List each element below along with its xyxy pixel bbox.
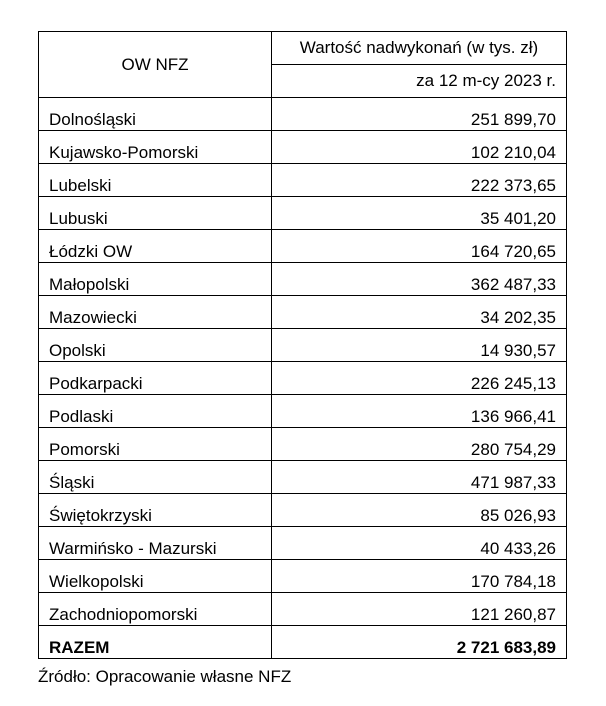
- region-name: Małopolski: [39, 263, 272, 296]
- table-row: [39, 593, 567, 626]
- overperformance-value: 35 401,20: [272, 197, 567, 230]
- overperformance-value: 14 930,57: [272, 329, 567, 362]
- overperformance-value: 85 026,93: [272, 494, 567, 527]
- overperformance-table: [38, 31, 567, 659]
- header-row: [39, 32, 567, 65]
- region-name: Lubuski: [39, 197, 272, 230]
- table-row: [39, 197, 567, 230]
- region-name: Opolski: [39, 329, 272, 362]
- overperformance-value: 102 210,04: [272, 131, 567, 164]
- table-row: [39, 494, 567, 527]
- overperformance-value: 121 260,87: [272, 593, 567, 626]
- region-name: Zachodniopomorski: [39, 593, 272, 626]
- region-name: Warmińsko - Mazurski: [39, 527, 272, 560]
- overperformance-value: 471 987,33: [272, 461, 567, 494]
- overperformance-value: 280 754,29: [272, 428, 567, 461]
- overperformance-value: 40 433,26: [272, 527, 567, 560]
- table-row: [39, 362, 567, 395]
- total-row: [39, 626, 567, 659]
- region-name: Podkarpacki: [39, 362, 272, 395]
- overperformance-value: 34 202,35: [272, 296, 567, 329]
- value-column-header: Wartość nadwykonań (w tys. zł): [272, 32, 567, 65]
- overperformance-value: 136 966,41: [272, 395, 567, 428]
- region-name: Wielkopolski: [39, 560, 272, 593]
- total-label: RAZEM: [39, 626, 272, 659]
- table-row: [39, 329, 567, 362]
- region-column-header: OW NFZ: [39, 32, 272, 98]
- region-name: Mazowiecki: [39, 296, 272, 329]
- table-row: [39, 263, 567, 296]
- table-row: [39, 428, 567, 461]
- overperformance-value: 362 487,33: [272, 263, 567, 296]
- table-row: [39, 395, 567, 428]
- region-name: Kujawsko-Pomorski: [39, 131, 272, 164]
- table-row: [39, 560, 567, 593]
- table-row: [39, 98, 567, 131]
- table-row: [39, 230, 567, 263]
- region-name: Podlaski: [39, 395, 272, 428]
- table-row: [39, 164, 567, 197]
- region-name: Dolnośląski: [39, 98, 272, 131]
- region-name: Pomorski: [39, 428, 272, 461]
- region-name: Łódzki OW: [39, 230, 272, 263]
- source-note: Źródło: Opracowanie własne NFZ: [38, 667, 292, 686]
- overperformance-value: 164 720,65: [272, 230, 567, 263]
- table-row: [39, 461, 567, 494]
- table-row: [39, 131, 567, 164]
- overperformance-value: 170 784,18: [272, 560, 567, 593]
- overperformance-value: 226 245,13: [272, 362, 567, 395]
- total-value: 2 721 683,89: [272, 626, 567, 659]
- region-name: Lubelski: [39, 164, 272, 197]
- overperformance-value: 251 899,70: [272, 98, 567, 131]
- region-name: Świętokrzyski: [39, 494, 272, 527]
- table-row: [39, 527, 567, 560]
- table-row: [39, 296, 567, 329]
- overperformance-value: 222 373,65: [272, 164, 567, 197]
- period-subheader: za 12 m-cy 2023 r.: [272, 65, 567, 98]
- region-name: Śląski: [39, 461, 272, 494]
